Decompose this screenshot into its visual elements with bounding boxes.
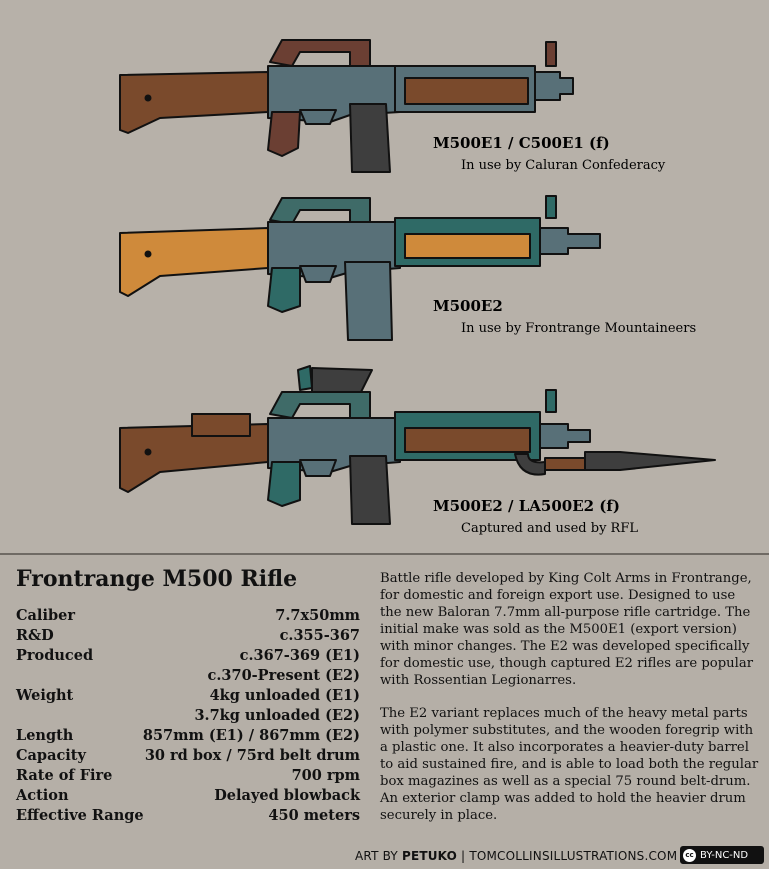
spec-key: Capacity xyxy=(16,747,86,764)
spec-row xyxy=(16,786,360,806)
spec-value: c.367-369 (E1) xyxy=(239,647,360,664)
spec-table xyxy=(16,606,360,826)
spec-value: 3.7kg unloaded (E2) xyxy=(194,707,360,724)
spec-value: 30 rd box / 75rd belt drum xyxy=(144,747,360,764)
rifle-m500e2 xyxy=(120,196,600,340)
rifle-2-title: M500E2 xyxy=(433,297,503,315)
spec-value: 857mm (E1) / 867mm (E2) xyxy=(142,727,360,744)
description xyxy=(380,570,760,840)
spec-row xyxy=(16,706,360,726)
spec-row xyxy=(16,606,360,626)
spec-row xyxy=(16,626,360,646)
rifle-2-subtitle: In use by Frontrange Mountaineers xyxy=(461,321,697,336)
credit-separator: | xyxy=(457,849,470,863)
credit-site: TOMCOLLINSILLUSTRATIONS.COM xyxy=(469,849,678,863)
credit-text xyxy=(355,849,677,863)
spec-value: 450 meters xyxy=(268,807,360,824)
description-paragraph: The E2 variant replaces much of the heavy metal parts with polymer substitutes, and the wooden foregrip with a plastic one. It also incorporates a heavier-duty barrel to aid sustained fire, and is able to load both the regular box magazines as well as a special 75 round belt-drum. An exterior clamp was added to hold the heavier drum securely in place. xyxy=(380,706,759,823)
spec-row xyxy=(16,646,360,666)
spec-value: c.355-367 xyxy=(279,627,360,644)
rifle-3-title: M500E2 / LA500E2 (f) xyxy=(433,497,620,515)
spec-value: 700 rpm xyxy=(291,767,360,784)
spec-row xyxy=(16,766,360,786)
spec-value: 7.7x50mm xyxy=(275,607,360,624)
spec-key: Weight xyxy=(16,687,74,704)
spec-title: Frontrange M500 Rifle xyxy=(16,566,298,592)
rifle-m500e1 xyxy=(120,40,573,172)
spec-key: R&D xyxy=(16,627,54,644)
spec-key: Produced xyxy=(16,647,94,664)
spec-key: Rate of Fire xyxy=(16,767,113,784)
credit-prefix: ART BY xyxy=(355,849,402,863)
spec-row xyxy=(16,806,360,826)
spec-row xyxy=(16,726,360,746)
spec-value: c.370-Present (E2) xyxy=(207,667,360,684)
license-badge xyxy=(680,846,764,864)
rifle-la500e2 xyxy=(120,366,715,524)
spec-row xyxy=(16,746,360,766)
creative-commons-icon: cc xyxy=(683,849,696,862)
spec-key: Effective Range xyxy=(16,807,144,824)
spec-value: 4kg unloaded (E1) xyxy=(209,687,360,704)
credit-artist: PETUKO xyxy=(401,849,458,863)
license-text: BY-NC-ND xyxy=(700,849,749,861)
rifle-1-subtitle: In use by Caluran Confederacy xyxy=(461,158,666,173)
spec-key: Length xyxy=(16,727,74,744)
rifle-1-title: M500E1 / C500E1 (f) xyxy=(433,134,610,152)
spec-key: Caliber xyxy=(16,607,75,624)
description-paragraph: Battle rifle developed by King Colt Arms in Frontrange, for domestic and foreign export use. Designed to use the new Baloran 7.7mm all-purpose rifle cartridge. The initial make was sold as the M500E1 (export version) with minor changes. The E2 was developed specifically for domestic use, though captured E2 rifles are popular with Rossentian Legionarres. xyxy=(380,571,754,688)
spec-key: Action xyxy=(16,787,69,804)
spec-value: Delayed blowback xyxy=(214,787,360,804)
spec-row xyxy=(16,666,360,686)
rifle-3-subtitle: Captured and used by RFL xyxy=(461,521,638,536)
spec-row xyxy=(16,686,360,706)
